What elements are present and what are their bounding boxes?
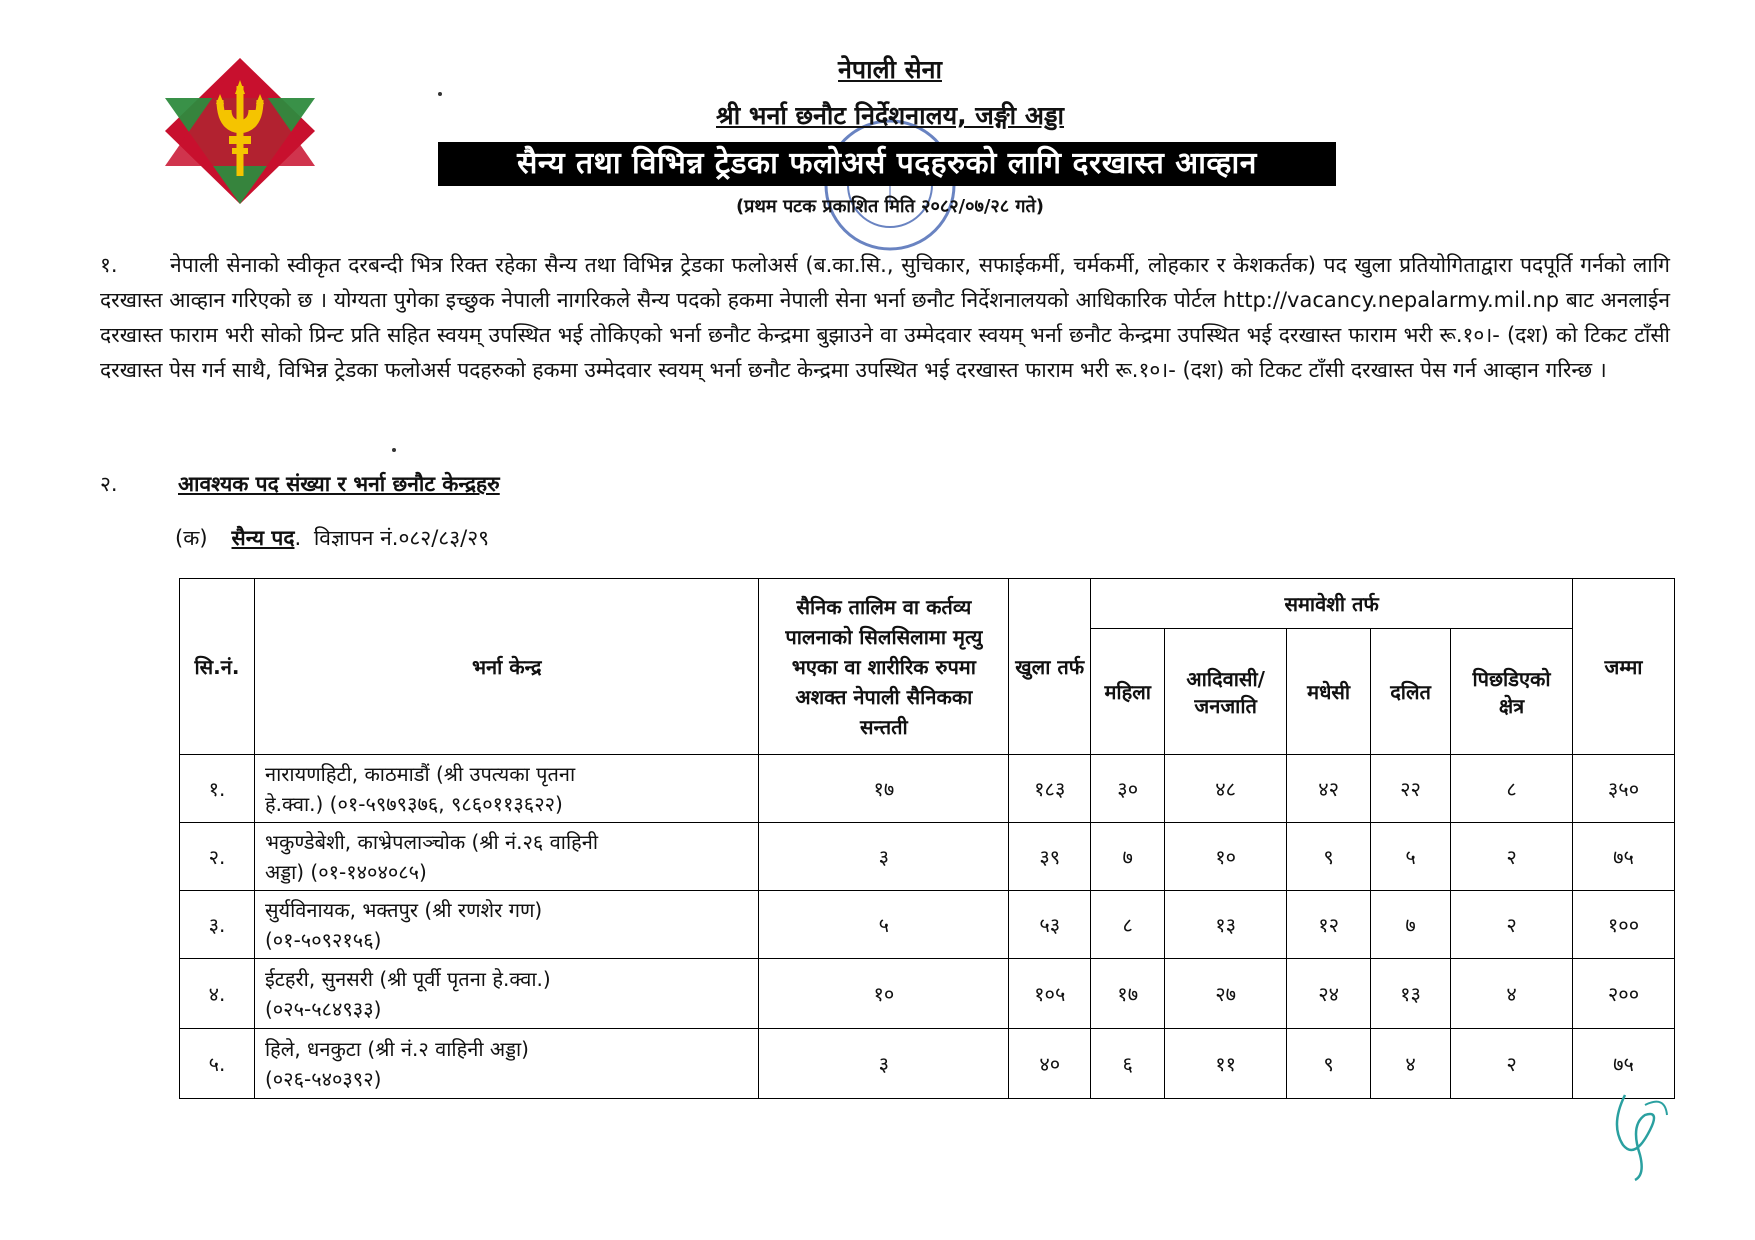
subsection-label: (क) [175,526,208,550]
cell-open: १८३ [1009,755,1091,823]
center-line2: (०२५-५८४९३३) [264,996,382,1021]
cell-dalit: ५ [1371,823,1451,891]
cell-backward: २ [1451,891,1573,959]
cell-madhesi: २४ [1287,959,1371,1029]
section-1-number: १. [100,253,118,277]
cell-descendants: १० [759,959,1009,1029]
cell-center [254,755,759,823]
cell-center [254,823,759,891]
header-total: जम्मा [1573,579,1675,755]
nepal-army-emblem-icon [165,58,315,204]
subsection-ka [175,524,489,552]
cell-open: १०५ [1009,959,1091,1029]
section-2-heading [100,470,500,498]
header-center: भर्ना केन्द्र [254,579,759,755]
header-descendants: सैनिक तालिम वा कर्तव्य पालनाको सिलसिलामा मृत्यु भएका वा शारीरिक रुपमा अशक्त नेपाली सैनिकका सन्तती [759,579,1009,755]
subsection-title: सैन्य पद [231,526,295,550]
notice-title: सैन्य तथा विभिन्न ट्रेडका फलोअर्स पदहरुको लागि दरखास्त आव्हान [438,142,1336,186]
cell-janajati: ४८ [1165,755,1287,823]
table-row [180,755,1675,823]
advert-number: विज्ञापन नं.०८२/८३/२९ [313,526,490,550]
cell-madhesi: ९ [1287,1029,1371,1099]
subsection-dot: . [294,526,302,550]
header-janajati: आदिवासी/ जनजाति [1165,629,1287,755]
cell-total: २०० [1573,959,1675,1029]
cell-madhesi: ४२ [1287,755,1371,823]
header-inclusive: समावेशी तर्फ [1091,579,1573,629]
cell-women: ८ [1091,891,1165,959]
ink-speck [438,92,442,96]
org-name: नेपाली सेना [838,55,942,84]
cell-backward: ४ [1451,959,1573,1029]
center-line2: अड्डा) (०१-१४०४०८५) [264,859,427,884]
cell-descendants: ३ [759,1029,1009,1099]
center-line1: नारायणहिटी, काठमाडौं (श्री उपत्यका पृतना [264,761,576,786]
cell-total: १०० [1573,891,1675,959]
cell-dalit: १३ [1371,959,1451,1029]
ink-speck [392,448,396,452]
table-row [180,891,1675,959]
cell-descendants: ३ [759,823,1009,891]
header-dalit: दलित [1371,629,1451,755]
cell-center [254,891,759,959]
cell-women: ६ [1091,1029,1165,1099]
header-sn: सि.नं. [180,579,255,755]
section-2-title: आवश्यक पद संख्या र भर्ना छनौट केन्द्रहरु [178,472,500,496]
cell-dalit: ४ [1371,1029,1451,1099]
cell-sn: १. [180,755,255,823]
section-1 [100,248,1670,388]
cell-open: ४० [1009,1029,1091,1099]
cell-janajati: १० [1165,823,1287,891]
signature-icon [1605,1085,1675,1185]
cell-open: ३९ [1009,823,1091,891]
table-row [180,959,1675,1029]
cell-center [254,1029,759,1099]
cell-total: ७५ [1573,823,1675,891]
cell-dalit: २२ [1371,755,1451,823]
center-line1: ईटहरी, सुनसरी (श्री पूर्वी पृतना हे.क्वा.) [264,966,551,991]
cell-open: ५३ [1009,891,1091,959]
center-line2: (०१-५०९२१५६) [264,927,382,952]
cell-women: ३० [1091,755,1165,823]
cell-sn: ५. [180,1029,255,1099]
center-line1: हिले, धनकुटा (श्री नं.२ वाहिनी अड्डा) [264,1036,529,1061]
cell-total: ३५० [1573,755,1675,823]
cell-sn: ४. [180,959,255,1029]
section-2-number: २. [100,472,118,496]
header-open: खुला तर्फ [1009,579,1091,755]
cell-center [254,959,759,1029]
center-line1: सुर्यविनायक, भक्तपुर (श्री रणशेर गण) [264,897,543,922]
header-women: महिला [1091,629,1165,755]
recruitment-table [179,578,1675,1099]
directorate-name: श्री भर्ना छनौट निर्देशनालय, जङ्गी अड्डा [716,101,1064,130]
cell-backward: २ [1451,823,1573,891]
cell-madhesi: १२ [1287,891,1371,959]
center-line2: (०२६-५४०३९२) [264,1066,382,1091]
cell-janajati: ११ [1165,1029,1287,1099]
cell-backward: २ [1451,1029,1573,1099]
header-backward: पिछडिएको क्षेत्र [1451,629,1573,755]
table-row [180,823,1675,891]
header-madhesi: मधेसी [1287,629,1371,755]
center-line1: भकुण्डेबेशी, काभ्रेपलाञ्चोक (श्री नं.२६ वाहिनी [264,829,599,854]
center-line2: हे.क्वा.) (०१-५९७९३७६, ९८६०११३६२२) [264,791,563,816]
cell-janajati: २७ [1165,959,1287,1029]
cell-backward: ८ [1451,755,1573,823]
cell-madhesi: ९ [1287,823,1371,891]
table-row [180,1029,1675,1099]
cell-sn: ३. [180,891,255,959]
cell-women: १७ [1091,959,1165,1029]
cell-women: ७ [1091,823,1165,891]
cell-dalit: ७ [1371,891,1451,959]
cell-janajati: १३ [1165,891,1287,959]
cell-descendants: ५ [759,891,1009,959]
section-1-text: नेपाली सेनाको स्वीकृत दरबन्दी भित्र रिक्त रहेका सैन्य तथा विभिन्न ट्रेडका फलोअर्स (ब.का.सि., सुचिकार, सफाईकर्मी, चर्मकर्मी, लोहकार र केशकर्तक) पद खुला प्रतियोगिताद्वारा पदपूर्ति गर्नको लागि दरखास्त आव्हान गरिएको छ । योग्यता पुगेका इच्छुक नेपाली नागरिकले सैन्य पदको हकमा नेपाली सेना भर्ना छनौट निर्देशनालयको आधिकारिक पोर्टल http://vacancy.nepalarmy.mil.np बाट अनलाईन दरखास्त फाराम भरी सोको प्रिन्ट प्रति सहित स्वयम् उपस्थित भई तोकिएको भर्ना छनौट केन्द्रमा बुझाउने वा उम्मेदवार स्वयम् भर्ना छनौट केन्द्रमा उपस्थित भई दरखास्त फाराम भरी रू.१०।- (दश) को टिकट टाँसी दरखास्त पेस गर्न साथै, विभिन्न ट्रेडका फलोअर्स पदहरुको हकमा उम्मेदवार स्वयम् भर्ना छनौट केन्द्रमा उपस्थित भई दरखास्त फाराम भरी रू.१०।- (दश) को टिकट टाँसी दरखास्त पेस गर्न आव्हान गरिन्छ । [100,253,1670,382]
cell-descendants: १७ [759,755,1009,823]
cell-sn: २. [180,823,255,891]
cell-total: ७५ [1573,1029,1675,1099]
published-date: (प्रथम पटक प्रकाशित मिति २०८२/०७/२८ गते) [735,196,1045,217]
